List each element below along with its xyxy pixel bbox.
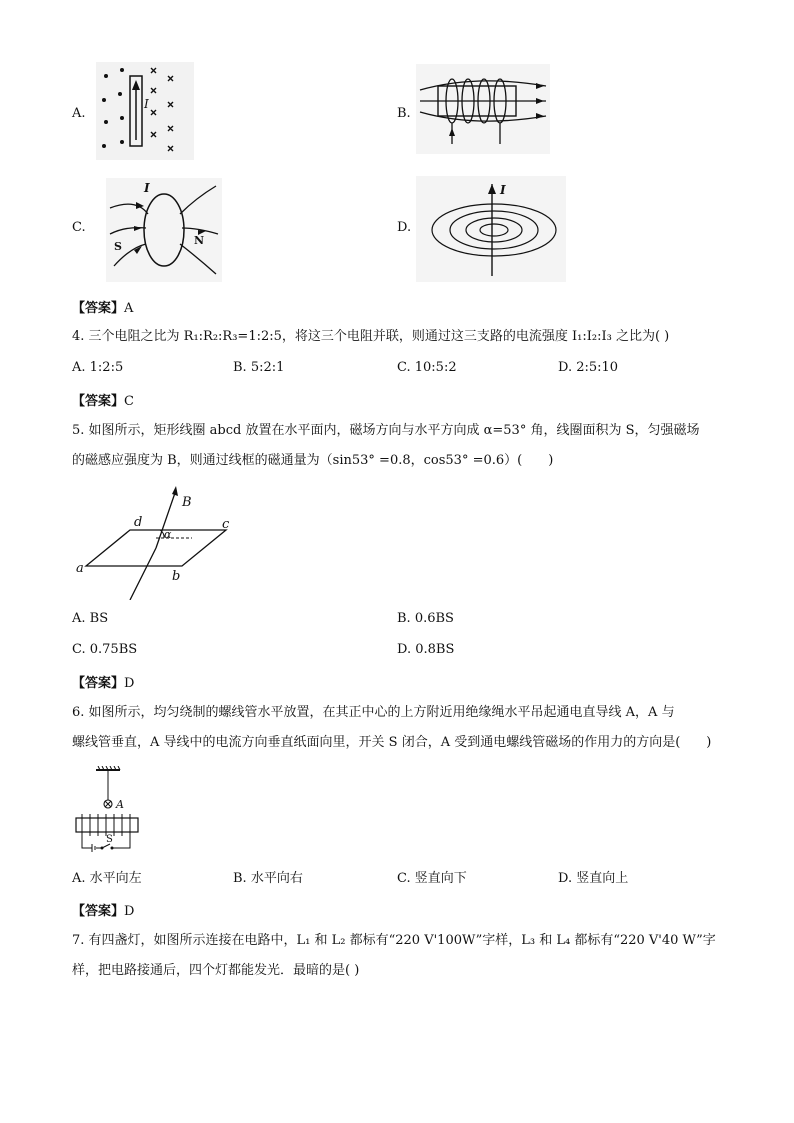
q3-figure-d (416, 176, 566, 282)
coil-current-label: I (144, 181, 150, 195)
answer-tag: 【答案】 (72, 904, 125, 919)
vertex-b-label: b (172, 569, 181, 584)
q5-option-b: B. 0.6BS (397, 611, 454, 626)
wire-a-label: A (116, 798, 124, 811)
q3-option-d-label: D. (397, 220, 412, 235)
q5-option-d: D. 0.8BS (397, 642, 455, 657)
q5-stem-line2: 的磁感应强度为 B，则通过线框的磁通量为（sin53° =0.8，cos53° =0.6）( ) (72, 453, 554, 468)
q3-option-a-label: A. (72, 106, 86, 121)
q6-option-c: C. 竖直向下 (397, 871, 467, 886)
q4-stem: 4. 三个电阻之比为 R₁:R₂:R₃=1:2:5，将这三个电阻并联，则通过这三支路的电流强度 I₁:I₂:I₃ 之比为( ) (72, 329, 670, 344)
answer-value: C (124, 394, 134, 409)
q3-figure-a (96, 62, 194, 160)
answer-value: D (124, 904, 135, 919)
current-label: I (500, 183, 506, 197)
q5-stem-line1: 5. 如图所示，矩形线圈 abcd 放置在水平面内，磁场方向与水平方向成 α=53° 角，线圈面积为 S，匀强磁场 (72, 423, 700, 438)
q6-option-d: D. 竖直向上 (558, 871, 629, 886)
switch-s-label: S (106, 834, 113, 845)
q7-stem-line2: 样，把电路接通后，四个灯都能发光．最暗的是( ) (72, 963, 360, 978)
q5-option-c: C. 0.75BS (72, 642, 138, 657)
q5-answer (72, 672, 134, 691)
q3-figure-c (106, 178, 222, 282)
answer-tag: 【答案】 (72, 676, 125, 691)
q4-option-d: D. 2:5:10 (558, 360, 619, 375)
current-label: I (144, 97, 149, 111)
q4-option-c: C. 10:5:2 (397, 360, 457, 375)
q6-figure-solenoid (72, 766, 144, 854)
answer-value: A (124, 301, 134, 316)
q6-stem-line2: 螺线管垂直，A 导线中的电流方向垂直纸面向里，开关 S 闭合，A 受到通电螺线管磁场的作用力的方向是( ) (72, 735, 712, 750)
q6-option-b: B. 水平向右 (233, 871, 303, 886)
answer-tag: 【答案】 (72, 301, 125, 316)
answer-value: D (124, 676, 135, 691)
vertex-d-label: d (134, 515, 143, 530)
q3-option-c-label: C. (72, 220, 86, 235)
vertex-a-label: a (76, 561, 84, 576)
vertex-c-label: c (222, 517, 230, 532)
q3-answer (72, 297, 133, 316)
q4-option-a: A. 1:2:5 (72, 360, 124, 375)
q5-figure-coil (72, 484, 242, 600)
q4-option-b: B. 5:2:1 (233, 360, 285, 375)
q3-option-b-label: B. (397, 106, 411, 121)
pole-n-label: N (194, 234, 205, 247)
b-field-label: B (182, 495, 192, 510)
q6-option-a: A. 水平向左 (72, 871, 142, 886)
q4-answer (72, 390, 134, 409)
pole-s-label: S (114, 240, 122, 253)
alpha-label: α (164, 528, 172, 541)
q6-stem-line1: 6. 如图所示，均匀绕制的螺线管水平放置，在其正中心的上方附近用绝缘绳水平吊起通电直导线 A，A 与 (72, 705, 675, 720)
answer-tag: 【答案】 (72, 394, 125, 409)
q3-figure-b (416, 64, 550, 154)
q7-stem-line1: 7. 有四盏灯，如图所示连接在电路中，L₁ 和 L₂ 都标有“220 V'100W”字样，L₃ 和 L₄ 都标有“220 V'40 W”字 (72, 933, 716, 948)
q5-option-a: A. BS (72, 611, 109, 626)
q6-answer (72, 900, 134, 919)
